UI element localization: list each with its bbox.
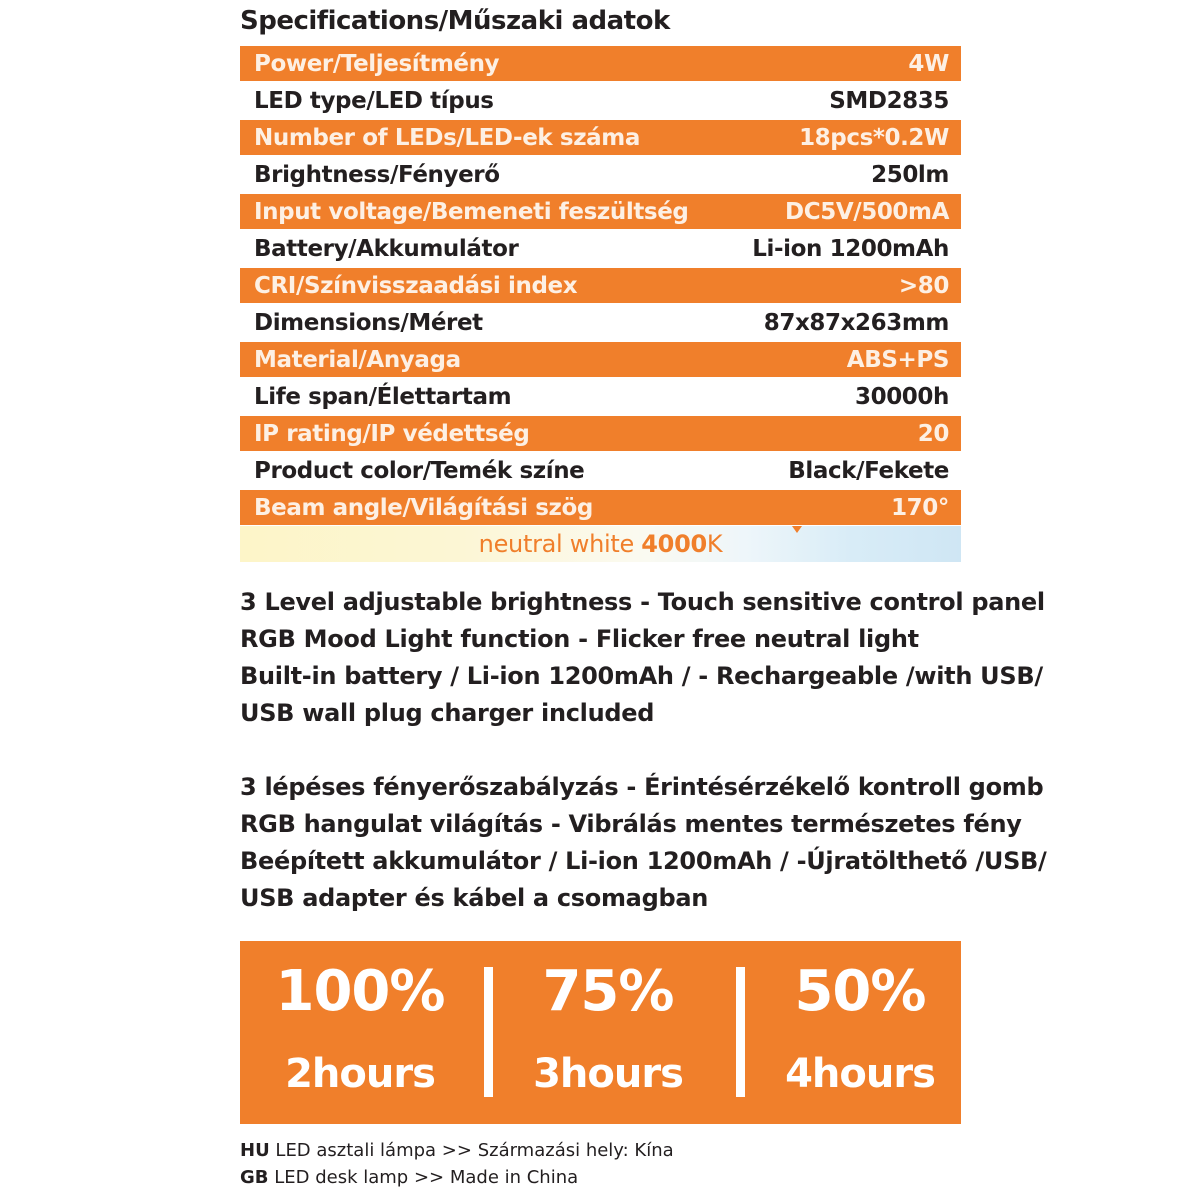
color-temperature-bar: [240, 526, 961, 562]
spec-row-product-color: [240, 452, 961, 489]
footer-country-code: GB: [240, 1167, 269, 1188]
spec-label: Number of LEDs/LED-ek száma: [254, 124, 640, 151]
features-hungarian: [240, 769, 1047, 917]
spec-value: DC5V/500mA: [785, 198, 949, 225]
spec-row-cri: [240, 268, 961, 303]
features-english: [240, 584, 1045, 732]
feature-line: RGB Mood Light function - Flicker free neutral light: [240, 625, 919, 653]
spec-label: Input voltage/Bemeneti feszültség: [254, 198, 689, 225]
footer-country-code: HU: [240, 1140, 270, 1161]
color-temperature-value: 4000: [641, 530, 707, 558]
feature-line: 3 lépéses fényerőszabályzás - Érintésérzékelő kontroll gomb: [240, 773, 1044, 801]
brightness-percent: 75%: [542, 959, 674, 1024]
footer-text: LED desk lamp >> Made in China: [268, 1167, 579, 1188]
runtime-level-75: [488, 941, 728, 1124]
spec-value: 250lm: [871, 161, 949, 188]
feature-line: Built-in battery / Li-ion 1200mAh / - Rechargeable /with USB/: [240, 662, 1043, 690]
feature-line: Beépített akkumulátor / Li-ion 1200mAh / -Újratölthető /USB/: [240, 847, 1047, 875]
feature-line: USB adapter és kábel a csomagban: [240, 884, 709, 912]
brightness-percent: 100%: [275, 959, 445, 1024]
runtime-level-100: [240, 941, 480, 1124]
runtime-hours: 3hours: [533, 1051, 683, 1097]
spec-row-battery: [240, 230, 961, 267]
brightness-percent: 50%: [794, 959, 926, 1024]
spec-value: SMD2835: [829, 87, 949, 114]
footer-text: LED asztali lámpa >> Származási hely: Kína: [269, 1140, 674, 1161]
spec-label: Beam angle/Világítási szög: [254, 494, 593, 521]
spec-value: 4W: [908, 50, 949, 77]
spec-label: Life span/Élettartam: [254, 383, 512, 410]
spec-label: Brightness/Fényerő: [254, 161, 500, 188]
feature-line: USB wall plug charger included: [240, 699, 655, 727]
runtime-level-50: [740, 941, 980, 1124]
spec-row-dimensions: [240, 304, 961, 341]
feature-line: RGB hangulat világítás - Vibrálás mentes természetes fény: [240, 810, 1022, 838]
spec-row-life-span: [240, 378, 961, 415]
spec-row-ip-rating: [240, 416, 961, 451]
spec-row-material: [240, 342, 961, 377]
spec-value: 18pcs*0.2W: [799, 124, 949, 151]
page-title: Specifications/Műszaki adatok: [240, 6, 670, 36]
spec-value: 87x87x263mm: [763, 309, 949, 336]
footer-hu: [240, 1140, 674, 1161]
spec-row-led-count: [240, 120, 961, 155]
spec-value: >80: [898, 272, 949, 299]
spec-value: 170°: [891, 494, 949, 521]
spec-label: LED type/LED típus: [254, 87, 494, 114]
runtime-hours: 4hours: [785, 1051, 935, 1097]
color-temperature-marker: [792, 526, 802, 533]
color-temperature-prefix: neutral white: [478, 530, 642, 558]
spec-row-input-voltage: [240, 194, 961, 229]
spec-row-beam-angle: [240, 490, 961, 525]
spec-label: Power/Teljesítmény: [254, 50, 500, 77]
footer-gb: [240, 1167, 578, 1188]
spec-row-led-type: [240, 82, 961, 119]
spec-label: Material/Anyaga: [254, 346, 461, 373]
spec-row-power: [240, 46, 961, 81]
runtime-hours: 2hours: [285, 1051, 435, 1097]
spec-label: IP rating/IP védettség: [254, 420, 530, 447]
spec-label: Dimensions/Méret: [254, 309, 483, 336]
spec-value: 20: [917, 420, 949, 447]
spec-value: Li-ion 1200mAh: [752, 235, 949, 262]
battery-runtime-panel: [240, 941, 961, 1124]
spec-label: Product color/Temék színe: [254, 457, 585, 484]
spec-table: [240, 45, 961, 526]
spec-value: 30000h: [855, 383, 949, 410]
spec-label: CRI/Színvisszaadási index: [254, 272, 578, 299]
spec-row-brightness: [240, 156, 961, 193]
spec-value: Black/Fekete: [788, 457, 949, 484]
color-temperature-unit: K: [706, 530, 723, 558]
color-temperature-label: [479, 530, 723, 558]
feature-line: 3 Level adjustable brightness - Touch sensitive control panel: [240, 588, 1045, 616]
spec-value: ABS+PS: [846, 346, 949, 373]
spec-label: Battery/Akkumulátor: [254, 235, 519, 262]
